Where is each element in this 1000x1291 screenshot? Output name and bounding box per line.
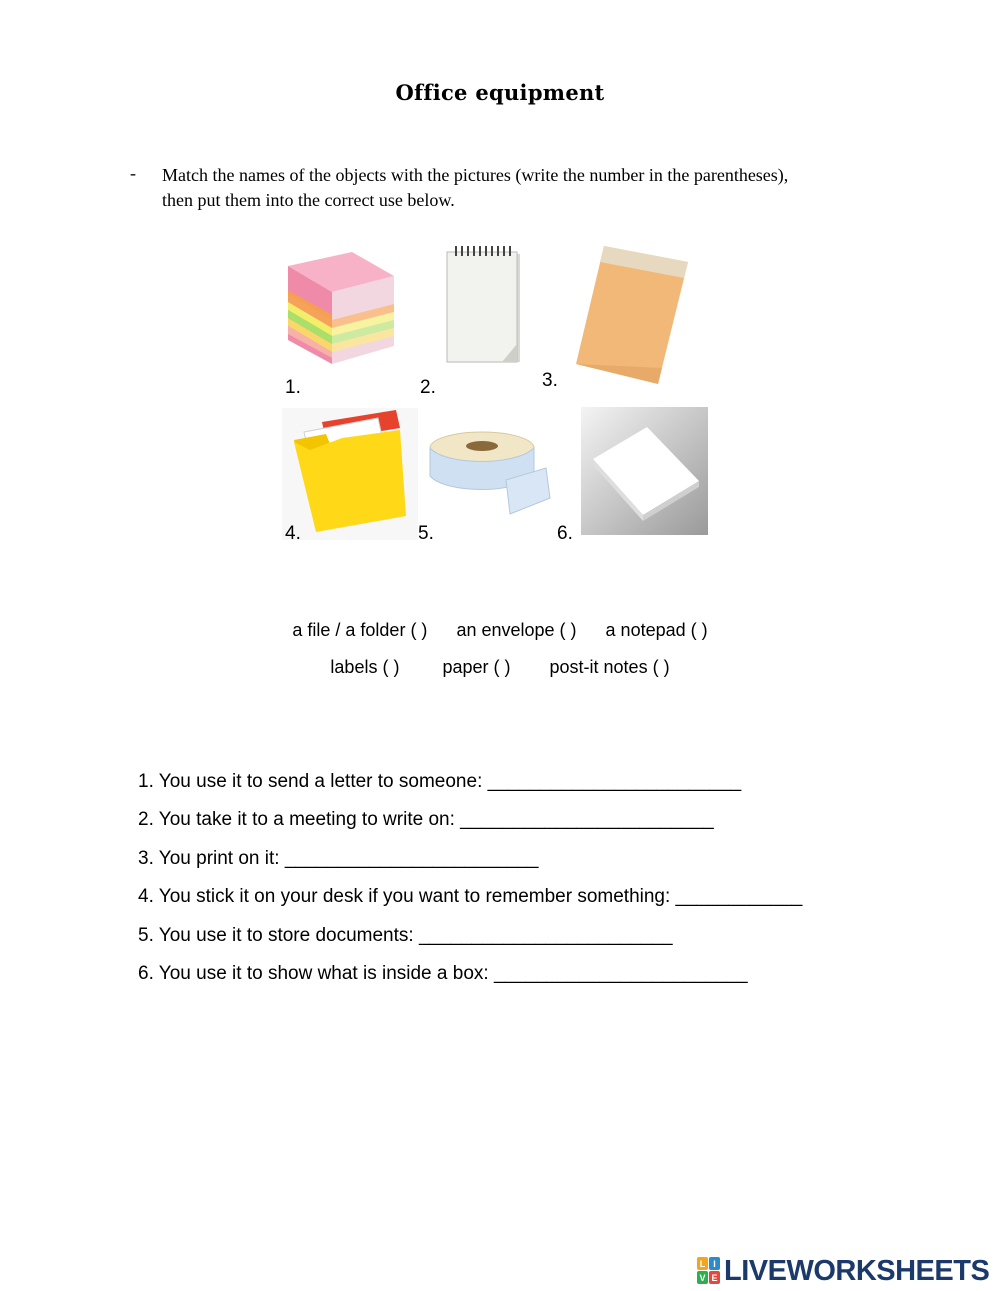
question-3[interactable]: 3. You print on it: ________________________	[138, 848, 539, 869]
folder-picture	[282, 408, 418, 540]
paper-stack-picture	[581, 407, 708, 535]
word-paper: paper ( )	[442, 657, 511, 677]
word-bank-row-2	[0, 657, 1000, 678]
picture-number-5: 5.	[418, 523, 434, 544]
instruction-line-1: Match the names of the objects with the pictures (write the number in the parentheses),	[162, 165, 789, 185]
liveworksheets-mark-icon	[697, 1257, 721, 1285]
picture-number-1: 1.	[285, 377, 301, 398]
svg-text:L: L	[699, 1259, 706, 1269]
instruction-line-2: then put them into the correct use below.	[162, 190, 455, 210]
word-labels: labels ( )	[330, 657, 400, 677]
picture-number-4: 4.	[285, 523, 301, 544]
word-post-it-notes: post-it notes ( )	[549, 657, 670, 677]
question-4[interactable]: 4. You stick it on your desk if you want to remember something: ____________	[138, 886, 803, 907]
word-notepad: a notepad ( )	[605, 620, 708, 640]
question-6[interactable]: 6. You use it to show what is inside a box: ________________________	[138, 963, 748, 984]
question-2[interactable]: 2. You take it to a meeting to write on: ________________________	[138, 809, 714, 830]
notepad-picture	[442, 244, 526, 368]
instruction-text	[162, 163, 882, 213]
worksheet-title: Office equipment	[395, 80, 605, 105]
word-file-folder: a file / a folder ( )	[292, 620, 428, 640]
picture-number-3: 3.	[542, 370, 558, 391]
question-5[interactable]: 5. You use it to store documents: ________________________	[138, 925, 673, 946]
liveworksheets-logo	[697, 1255, 989, 1287]
sticky-notes-picture	[280, 246, 400, 366]
word-envelope: an envelope ( )	[456, 620, 577, 640]
liveworksheets-logo-text: LIVEWORKSHEETS	[724, 1254, 990, 1287]
svg-text:V: V	[699, 1273, 706, 1283]
label-roll-picture	[426, 430, 552, 516]
question-1[interactable]: 1. You use it to send a letter to someone: ________________________	[138, 771, 742, 792]
picture-number-6: 6.	[557, 523, 573, 544]
instruction-bullet: -	[130, 163, 136, 183]
svg-text:E: E	[711, 1273, 718, 1283]
envelope-picture	[574, 244, 690, 388]
svg-text:I: I	[713, 1259, 716, 1269]
picture-number-2: 2.	[420, 377, 436, 398]
word-bank-row-1	[0, 620, 1000, 641]
